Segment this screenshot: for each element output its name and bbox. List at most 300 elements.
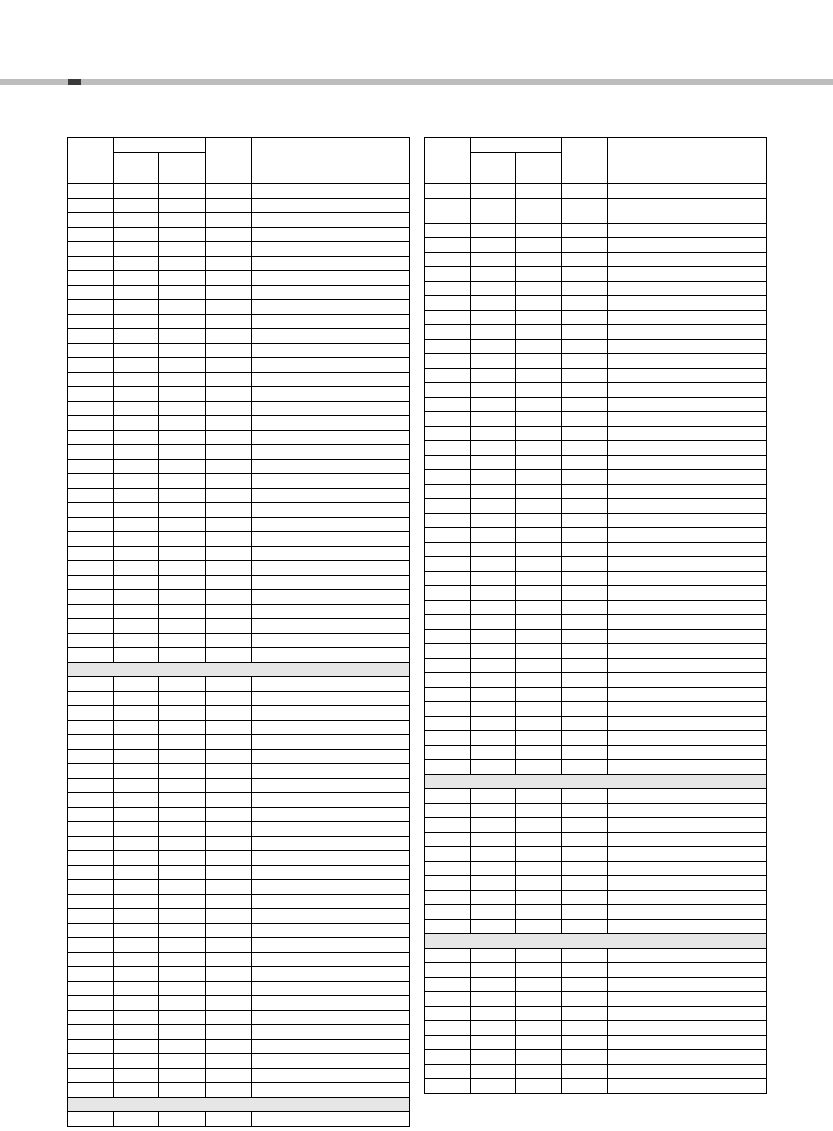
right-cell	[425, 296, 471, 311]
left-cell	[159, 604, 206, 619]
right-table-row	[425, 1064, 767, 1079]
right-cell	[562, 876, 608, 891]
right-cell	[608, 528, 767, 543]
left-cell	[159, 358, 206, 373]
right-cell	[425, 803, 471, 818]
left-cell	[114, 807, 159, 822]
left-cell	[114, 793, 159, 808]
right-cell	[516, 368, 562, 383]
left-cell	[68, 430, 114, 445]
right-table-row	[425, 847, 767, 862]
left-cell	[206, 1054, 252, 1069]
right-cell	[425, 615, 471, 630]
left-header-col5	[252, 138, 410, 184]
left-cell	[68, 575, 114, 590]
right-cell	[562, 861, 608, 876]
right-cell	[516, 658, 562, 673]
left-cell	[114, 952, 159, 967]
left-cell	[114, 996, 159, 1011]
left-cell	[68, 198, 114, 213]
left-cell	[114, 1025, 159, 1040]
right-table-row	[425, 1006, 767, 1021]
right-cell	[608, 426, 767, 441]
right-cell	[471, 252, 516, 267]
left-cell	[114, 416, 159, 431]
right-cell	[516, 977, 562, 992]
left-table-row	[68, 952, 410, 967]
right-cell	[425, 760, 471, 775]
left-table-row	[68, 387, 410, 402]
left-cell	[114, 677, 159, 692]
right-table-row	[425, 716, 767, 731]
right-table-row	[425, 455, 767, 470]
left-cell	[159, 575, 206, 590]
right-cell	[471, 687, 516, 702]
right-cell	[425, 832, 471, 847]
left-cell	[68, 416, 114, 431]
right-header-col5	[608, 138, 767, 184]
left-table-row	[68, 474, 410, 489]
right-cell	[425, 745, 471, 760]
left-cell	[114, 590, 159, 605]
right-cell	[425, 977, 471, 992]
left-section-cell	[68, 1097, 410, 1112]
left-cell	[68, 996, 114, 1011]
left-table-row	[68, 517, 410, 532]
right-cell	[471, 325, 516, 340]
right-cell	[562, 673, 608, 688]
right-cell	[516, 557, 562, 572]
left-cell	[252, 1039, 410, 1054]
right-section-row	[425, 934, 767, 949]
right-cell	[471, 238, 516, 253]
left-cell	[159, 923, 206, 938]
right-cell	[562, 919, 608, 934]
right-cell	[425, 470, 471, 485]
right-cell	[516, 252, 562, 267]
left-table-row	[68, 677, 410, 692]
left-cell	[114, 503, 159, 518]
right-cell	[471, 1064, 516, 1079]
right-cell	[516, 876, 562, 891]
right-cell	[516, 455, 562, 470]
right-cell	[608, 542, 767, 557]
right-table-row	[425, 296, 767, 311]
left-cell	[114, 546, 159, 561]
right-table-row	[425, 600, 767, 615]
left-cell	[252, 242, 410, 257]
right-cell	[562, 426, 608, 441]
right-cell	[516, 441, 562, 456]
left-cell	[68, 735, 114, 750]
right-cell	[608, 1064, 767, 1079]
right-cell	[562, 412, 608, 427]
left-cell	[68, 343, 114, 358]
left-cell	[114, 691, 159, 706]
left-cell	[252, 387, 410, 402]
left-cell	[252, 300, 410, 315]
left-cell	[206, 300, 252, 315]
left-cell	[114, 300, 159, 315]
right-cell	[425, 325, 471, 340]
right-table-row	[425, 818, 767, 833]
left-cell	[206, 880, 252, 895]
left-cell	[252, 967, 410, 982]
right-cell	[425, 557, 471, 572]
right-table-row	[425, 1050, 767, 1065]
left-cell	[114, 851, 159, 866]
right-cell	[471, 1006, 516, 1021]
right-cell	[425, 571, 471, 586]
left-cell	[252, 691, 410, 706]
right-table-row	[425, 760, 767, 775]
right-cell	[425, 499, 471, 514]
left-cell	[159, 996, 206, 1011]
right-section-row	[425, 774, 767, 789]
left-cell	[252, 358, 410, 373]
right-cell	[562, 847, 608, 862]
left-cell	[159, 517, 206, 532]
left-cell	[159, 387, 206, 402]
right-table-row	[425, 586, 767, 601]
right-cell	[471, 818, 516, 833]
left-cell	[252, 285, 410, 300]
right-cell	[471, 281, 516, 296]
right-cell	[516, 847, 562, 862]
left-cell	[159, 865, 206, 880]
page-marker	[68, 79, 81, 85]
right-cell	[562, 1079, 608, 1094]
left-cell	[159, 706, 206, 721]
left-cell	[114, 633, 159, 648]
left-cell	[206, 242, 252, 257]
right-cell	[471, 184, 516, 199]
right-cell	[562, 296, 608, 311]
right-cell	[471, 223, 516, 238]
right-table-row	[425, 731, 767, 746]
left-cell	[206, 358, 252, 373]
right-cell	[425, 586, 471, 601]
right-table-row	[425, 832, 767, 847]
left-cell	[252, 1083, 410, 1098]
right-cell	[471, 861, 516, 876]
left-cell	[206, 967, 252, 982]
left-cell	[68, 372, 114, 387]
left-table-row	[68, 894, 410, 909]
right-table-row	[425, 542, 767, 557]
right-cell	[516, 673, 562, 688]
right-cell	[562, 1064, 608, 1079]
right-cell	[516, 716, 562, 731]
left-cell	[68, 459, 114, 474]
left-cell	[68, 894, 114, 909]
left-cell	[114, 1010, 159, 1025]
left-cell	[206, 387, 252, 402]
left-cell	[159, 430, 206, 445]
right-table-row	[425, 184, 767, 199]
right-table-row	[425, 383, 767, 398]
right-cell	[471, 702, 516, 717]
left-cell	[159, 1068, 206, 1083]
left-cell	[252, 256, 410, 271]
right-header-col4	[562, 138, 608, 184]
right-cell	[562, 600, 608, 615]
left-cell	[252, 1054, 410, 1069]
right-cell	[471, 615, 516, 630]
left-cell	[252, 807, 410, 822]
right-table-row	[425, 397, 767, 412]
right-cell	[471, 296, 516, 311]
left-table-row	[68, 880, 410, 895]
left-table-row	[68, 488, 410, 503]
left-cell	[252, 996, 410, 1011]
left-cell	[252, 517, 410, 532]
left-cell	[159, 735, 206, 750]
right-cell	[425, 441, 471, 456]
left-cell	[114, 329, 159, 344]
right-cell	[471, 629, 516, 644]
left-cell	[114, 387, 159, 402]
right-cell	[562, 455, 608, 470]
left-cell	[252, 503, 410, 518]
left-table-row	[68, 561, 410, 576]
right-cell	[471, 1050, 516, 1065]
right-cell	[425, 1021, 471, 1036]
right-cell	[516, 919, 562, 934]
left-cell	[206, 1112, 252, 1127]
right-cell	[516, 687, 562, 702]
right-cell	[562, 586, 608, 601]
right-cell	[516, 325, 562, 340]
left-cell	[206, 633, 252, 648]
left-cell	[159, 851, 206, 866]
left-table-row	[68, 430, 410, 445]
left-cell	[252, 372, 410, 387]
left-cell	[68, 909, 114, 924]
left-cell	[159, 503, 206, 518]
right-cell	[425, 789, 471, 804]
left-cell	[252, 633, 410, 648]
right-cell	[608, 296, 767, 311]
left-cell	[114, 894, 159, 909]
right-cell	[516, 702, 562, 717]
right-cell	[562, 687, 608, 702]
right-cell	[471, 441, 516, 456]
right-cell	[562, 977, 608, 992]
left-cell	[252, 793, 410, 808]
left-cell	[252, 1112, 410, 1127]
left-cell	[252, 764, 410, 779]
left-cell	[68, 532, 114, 547]
left-cell	[114, 880, 159, 895]
right-table-row	[425, 238, 767, 253]
right-cell	[608, 832, 767, 847]
left-table-row	[68, 909, 410, 924]
right-section-cell	[425, 774, 767, 789]
left-cell	[68, 981, 114, 996]
left-cell	[114, 778, 159, 793]
right-cell	[516, 745, 562, 760]
left-cell	[252, 735, 410, 750]
left-table-row	[68, 300, 410, 315]
right-cell	[425, 600, 471, 615]
right-cell	[471, 542, 516, 557]
right-cell	[562, 571, 608, 586]
right-cell	[562, 252, 608, 267]
left-table-row	[68, 329, 410, 344]
left-cell	[206, 865, 252, 880]
left-cell	[159, 401, 206, 416]
left-cell	[114, 314, 159, 329]
left-cell	[159, 488, 206, 503]
right-cell	[471, 354, 516, 369]
left-cell	[159, 822, 206, 837]
left-cell	[68, 329, 114, 344]
left-cell	[206, 836, 252, 851]
left-cell	[252, 619, 410, 634]
right-cell	[562, 198, 608, 223]
right-table	[424, 137, 767, 1094]
right-cell	[425, 252, 471, 267]
left-cell	[114, 445, 159, 460]
right-cell	[516, 1021, 562, 1036]
right-cell	[562, 948, 608, 963]
left-section-cell	[68, 662, 410, 677]
left-cell	[159, 213, 206, 228]
right-cell	[562, 1050, 608, 1065]
right-cell	[562, 992, 608, 1007]
left-cell	[68, 691, 114, 706]
left-cell	[68, 256, 114, 271]
left-cell	[206, 372, 252, 387]
right-table-row	[425, 905, 767, 920]
left-table-row	[68, 256, 410, 271]
left-cell	[159, 1083, 206, 1098]
right-cell	[425, 281, 471, 296]
right-cell	[516, 383, 562, 398]
right-cell	[608, 992, 767, 1007]
left-cell	[114, 575, 159, 590]
left-cell	[252, 880, 410, 895]
right-cell	[516, 223, 562, 238]
left-cell	[68, 807, 114, 822]
left-table-row	[68, 1068, 410, 1083]
right-cell	[562, 963, 608, 978]
right-cell	[562, 281, 608, 296]
left-cell	[68, 923, 114, 938]
right-cell	[608, 948, 767, 963]
right-cell	[562, 644, 608, 659]
left-cell	[159, 329, 206, 344]
left-cell	[159, 445, 206, 460]
right-cell	[516, 1035, 562, 1050]
right-table-row	[425, 281, 767, 296]
left-table-row	[68, 778, 410, 793]
left-table-row	[68, 227, 410, 242]
right-cell	[471, 455, 516, 470]
right-cell	[516, 1079, 562, 1094]
left-table-row	[68, 532, 410, 547]
right-cell	[608, 557, 767, 572]
left-cell	[159, 648, 206, 663]
left-cell	[68, 445, 114, 460]
right-cell	[425, 542, 471, 557]
left-cell	[159, 416, 206, 431]
right-cell	[608, 600, 767, 615]
right-cell	[608, 1079, 767, 1094]
right-cell	[425, 238, 471, 253]
right-cell	[471, 745, 516, 760]
right-cell	[516, 542, 562, 557]
right-cell	[608, 803, 767, 818]
left-cell	[206, 648, 252, 663]
right-cell	[608, 731, 767, 746]
left-cell	[68, 285, 114, 300]
left-cell	[68, 793, 114, 808]
right-table-row	[425, 513, 767, 528]
left-cell	[252, 938, 410, 953]
right-table-row	[425, 354, 767, 369]
right-cell	[516, 1050, 562, 1065]
right-cell	[471, 919, 516, 934]
left-cell	[159, 778, 206, 793]
right-table-row	[425, 339, 767, 354]
left-cell	[159, 967, 206, 982]
left-table-row	[68, 198, 410, 213]
right-table-row	[425, 310, 767, 325]
left-cell	[159, 1112, 206, 1127]
right-cell	[471, 890, 516, 905]
right-cell	[516, 586, 562, 601]
left-cell	[114, 923, 159, 938]
left-section-row	[68, 1097, 410, 1112]
right-cell	[562, 818, 608, 833]
left-cell	[252, 894, 410, 909]
right-cell	[471, 658, 516, 673]
right-cell	[471, 1035, 516, 1050]
left-cell	[68, 358, 114, 373]
right-table-row	[425, 571, 767, 586]
left-cell	[114, 764, 159, 779]
left-cell	[68, 706, 114, 721]
right-cell	[562, 1006, 608, 1021]
right-cell	[516, 267, 562, 282]
left-cell	[68, 1054, 114, 1069]
right-cell	[562, 528, 608, 543]
right-cell	[608, 847, 767, 862]
left-cell	[159, 807, 206, 822]
left-cell	[68, 851, 114, 866]
left-table-row	[68, 1112, 410, 1127]
left-cell	[114, 474, 159, 489]
left-cell	[206, 981, 252, 996]
left-cell	[114, 256, 159, 271]
left-cell	[206, 996, 252, 1011]
left-table	[67, 137, 410, 1127]
left-cell	[159, 546, 206, 561]
left-cell	[252, 749, 410, 764]
left-cell	[114, 1054, 159, 1069]
right-cell	[425, 267, 471, 282]
left-table-row	[68, 213, 410, 228]
right-cell	[425, 963, 471, 978]
left-cell	[159, 198, 206, 213]
left-cell	[159, 880, 206, 895]
left-cell	[68, 938, 114, 953]
right-table-row	[425, 803, 767, 818]
right-cell	[608, 238, 767, 253]
left-cell	[206, 793, 252, 808]
